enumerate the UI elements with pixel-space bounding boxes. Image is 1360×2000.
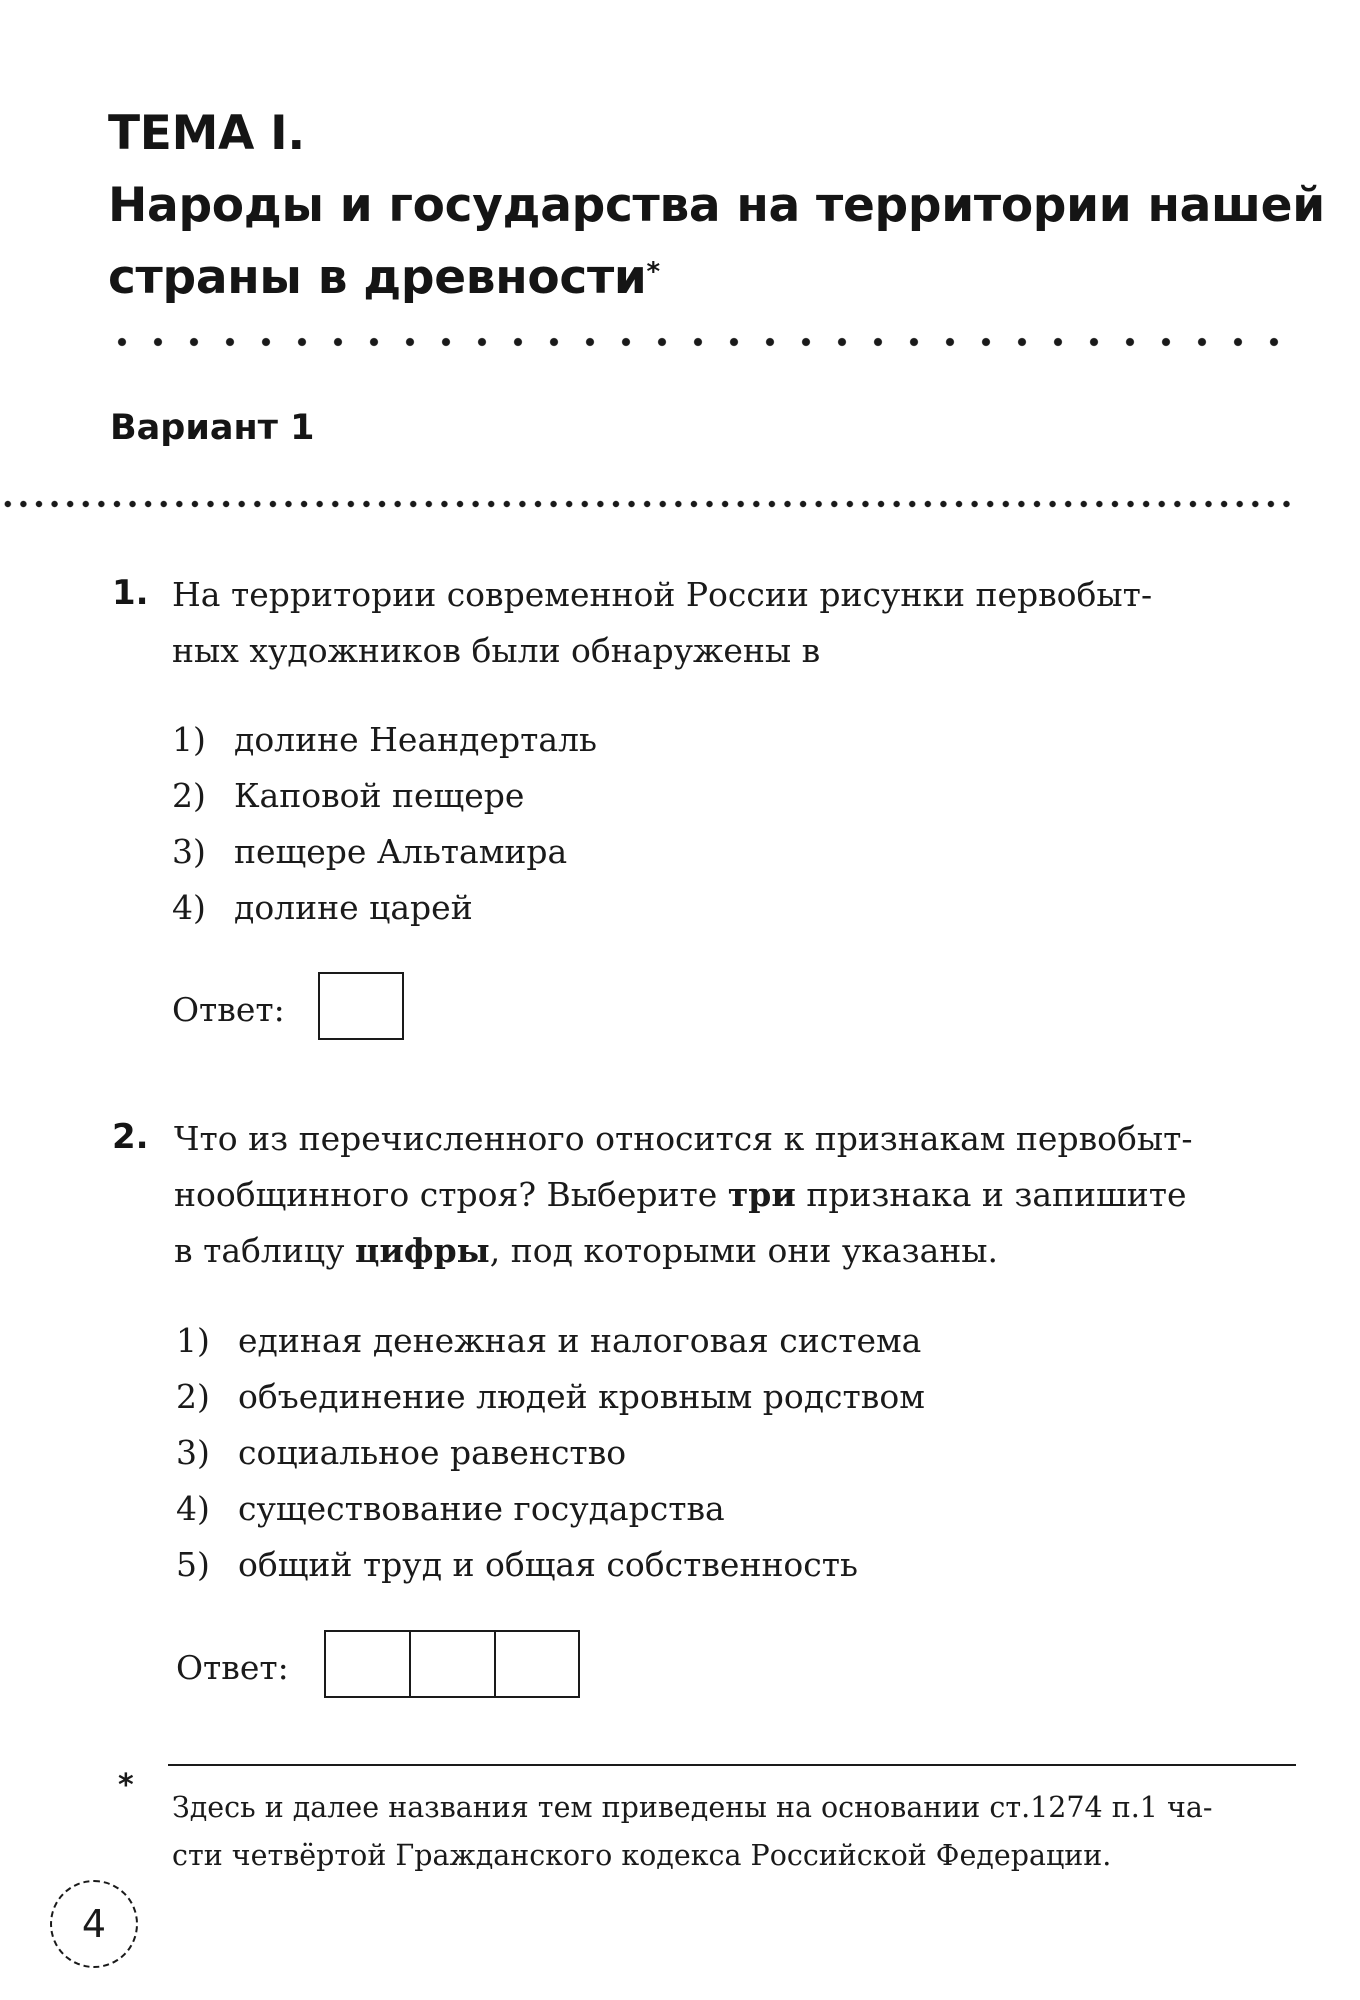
footnote-text xyxy=(172,1784,1294,1880)
task-1-number: 1. xyxy=(112,573,149,613)
page-title xyxy=(108,98,1328,314)
topic-title-line-2: страны в древности* xyxy=(108,250,660,305)
list-item: 5) общий труд и общая собственность xyxy=(176,1545,859,1584)
footnote-marker: * xyxy=(118,1768,134,1803)
list-item: 1) долине Неандерталь xyxy=(172,720,597,759)
task-2-line-3: в таблицу цифры, под которыми они указаны. xyxy=(174,1231,999,1270)
list-item: 1) единая денежная и налоговая система xyxy=(176,1321,922,1360)
task-1-answer-box[interactable] xyxy=(318,972,404,1040)
answer-cell-2[interactable] xyxy=(409,1632,411,1696)
list-item: 4) долине царей xyxy=(172,888,473,927)
topic-number: ТЕМА I. xyxy=(108,106,305,161)
list-item: 2) объединение людей кровным родством xyxy=(176,1377,925,1416)
task-2-answer-label: Ответ: xyxy=(176,1648,289,1687)
task-1-question xyxy=(172,567,1292,679)
dotted-divider-variant xyxy=(0,500,1296,508)
list-item: 4) существование государства xyxy=(176,1489,725,1528)
task-1-options xyxy=(172,712,597,936)
footnote-line-1: Здесь и далее названия тем приведены на основании ст.1274 п.1 ча- xyxy=(172,1791,1213,1824)
list-item: 3) пещере Альтамира xyxy=(172,832,568,871)
task-1-line-2: ных художников были обнаружены в xyxy=(172,631,821,670)
task-2-line-1: Что из перечисленного относится к признакам первобыт- xyxy=(174,1119,1193,1158)
list-item: 2) Каповой пещере xyxy=(172,776,525,815)
dotted-divider-top xyxy=(104,337,1292,347)
footnote-divider xyxy=(168,1764,1296,1766)
task-1-line-1: На территории современной России рисунки первобыт- xyxy=(172,575,1153,614)
variant-heading: Вариант 1 xyxy=(110,408,315,448)
task-2-answer-grid xyxy=(324,1630,580,1698)
list-item: 3) социальное равенство xyxy=(176,1433,627,1472)
page-number: 4 xyxy=(50,1880,138,1968)
task-1-answer-label: Ответ: xyxy=(172,990,285,1029)
task-2-number: 2. xyxy=(112,1117,149,1157)
task-2-options xyxy=(176,1313,925,1593)
footnote-asterisk: * xyxy=(646,257,660,287)
answer-cell-3[interactable] xyxy=(494,1632,496,1696)
task-2-question xyxy=(174,1111,1294,1279)
topic-title-line-1: Народы и государства на территории нашей xyxy=(108,178,1325,233)
task-2-line-2: нообщинного строя? Выберите три признака и запишите xyxy=(174,1175,1187,1214)
footnote-line-2: сти четвёртой Гражданского кодекса Российской Федерации. xyxy=(172,1839,1112,1872)
